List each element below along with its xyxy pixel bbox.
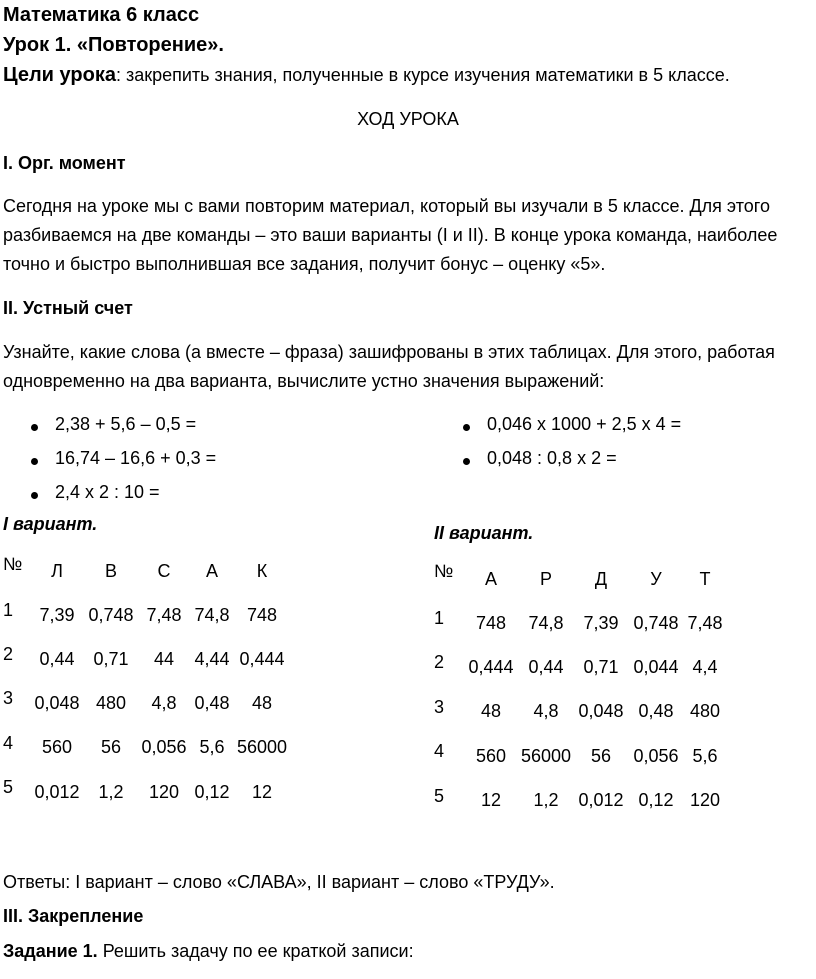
expression-item: 16,74 – 16,6 + 0,3 = [55,448,217,468]
bullet-icon [463,458,470,465]
table-cell: 0,48 [194,693,230,713]
row-number: 1 [434,608,445,628]
row-number: 4 [3,733,14,753]
table-cell: 4,8 [151,693,177,713]
table-cell: 748 [475,613,507,633]
table-cell: 12 [251,782,273,802]
letter-header: Р [539,569,552,589]
table-cell: 0,71 [93,649,129,669]
table-cell: 0,048 [34,693,80,713]
table-cell: 0,748 [88,605,134,625]
goals-label: Цели урока [3,64,116,86]
letter-header: У [650,569,662,589]
lesson-goals [3,64,730,87]
table-cell: 7,39 [583,613,619,633]
table-cell: 0,056 [141,737,187,757]
table-cell: 0,012 [34,782,80,802]
table-cell: 0,444 [239,649,285,669]
table-cell: 560 [475,746,507,766]
table-cell: 0,44 [39,649,75,669]
task1 [3,941,414,962]
table-cell: 0,12 [638,790,674,810]
table-cell: 0,044 [633,657,679,677]
letter-header: Д [594,569,608,589]
table-cell: 56 [100,737,122,757]
row-number: 4 [434,741,445,761]
table-cell: 7,39 [39,605,75,625]
table-cell: 12 [480,790,502,810]
table-cell: 4,4 [692,657,718,677]
bullet-icon [31,458,38,465]
table-cell: 56 [590,746,612,766]
table-cell: 0,444 [468,657,514,677]
section2-title: II. Устный счет [3,298,133,318]
table-cell: 7,48 [687,613,723,633]
table-cell: 120 [148,782,180,802]
table-cell: 7,48 [146,605,182,625]
goals-text: : закрепить знания, полученные в курсе изучения математики в 5 классе. [115,65,730,85]
letter-header: А [205,561,218,581]
number-header: № [3,554,23,574]
section1-text: Сегодня на уроке мы с вами повторим материал, который вы изучали в 5 классе. Для этого разбиваемся на две команды – это ваши варианты (I и II). В конце урока команда, наиболее точно и быстро выполнившая все задания, получит бонус – оценку «5». [3,196,778,274]
letter-header: Т [699,569,711,589]
table-cell: 0,71 [583,657,619,677]
task1-label: Задание 1. [3,941,98,961]
table-cell: 4,44 [194,649,230,669]
letter-header: К [256,561,268,581]
lesson-title: Урок 1. «Повторение». [3,34,224,56]
row-number: 3 [3,688,14,708]
table-cell: 120 [689,790,721,810]
table-cell: 74,8 [194,605,230,625]
document-subject: Математика 6 класс [3,4,200,26]
row-number: 1 [3,600,14,620]
section1-title: I. Орг. момент [3,153,126,173]
answers-text: Ответы: I вариант – слово «СЛАВА», II вариант – слово «ТРУДУ». [3,872,555,892]
table-cell: 0,048 [578,701,624,721]
table-cell: 5,6 [199,737,225,757]
section2-text: Узнайте, какие слова (а вместе – фраза) зашифрованы в этих таблицах. Для этого, работая одновременно на два варианта, вычислите устно значения выражений: [3,342,775,391]
bullet-icon [463,424,470,431]
table-cell: 56000 [520,746,572,766]
row-number: 5 [3,777,14,797]
table-cell: 0,748 [633,613,679,633]
table-cell: 0,012 [578,790,624,810]
bullet-icon [31,492,38,499]
table-cell: 48 [251,693,273,713]
expression-item: 0,048 : 0,8 х 2 = [487,448,617,468]
course-title: ХОД УРОКА [357,109,459,129]
letter-header: В [104,561,117,581]
table-cell: 44 [153,649,175,669]
table-cell: 748 [246,605,278,625]
task1-text: Решить задачу по ее краткой записи: [97,941,414,961]
table-cell: 480 [689,701,721,721]
table-cell: 4,8 [533,701,559,721]
table-cell: 0,056 [633,746,679,766]
table-cell: 1,2 [533,790,559,810]
table-cell: 5,6 [692,746,718,766]
expression-item: 0,046 х 1000 + 2,5 х 4 = [487,414,682,434]
table-cell: 560 [41,737,73,757]
letter-header: Л [51,561,63,581]
table-cell: 480 [95,693,127,713]
number-header: № [434,561,454,581]
row-number: 2 [3,644,14,664]
letter-header: А [484,569,497,589]
table-cell: 1,2 [98,782,124,802]
expression-item: 2,4 х 2 : 10 = [55,482,160,502]
row-number: 2 [434,652,445,672]
table-cell: 0,12 [194,782,230,802]
section3-title: III. Закрепление [3,906,144,926]
table-cell: 0,48 [638,701,674,721]
table-cell: 0,44 [528,657,564,677]
table-cell: 48 [480,701,502,721]
bullet-icon [31,424,38,431]
letter-header: С [157,561,171,581]
variant1-title: I вариант. [3,514,98,534]
variant2-title: II вариант. [434,523,534,543]
table-cell: 56000 [236,737,288,757]
table-cell: 74,8 [528,613,564,633]
row-number: 5 [434,786,445,806]
expression-item: 2,38 + 5,6 – 0,5 = [55,414,197,434]
row-number: 3 [434,697,445,717]
